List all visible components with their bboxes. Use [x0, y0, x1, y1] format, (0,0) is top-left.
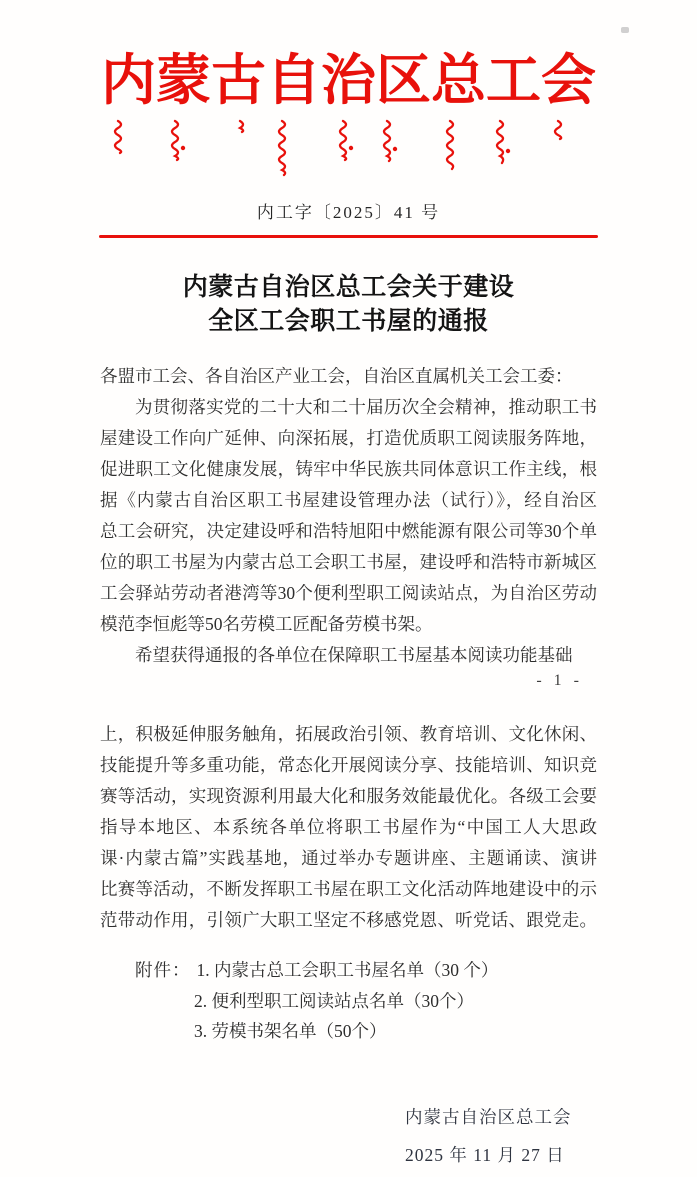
body-line: 总工会研究，决定建设呼和浩特旭阳中燃能源有限公司等30个单 [100, 521, 597, 541]
body-text-page1 [100, 361, 597, 671]
body-line: 比赛等活动，不断发挥职工书屋在职工文化活动阵地建设中的示 [100, 879, 597, 899]
attachment-item: 1. 内蒙古总工会职工书屋名单（30 个） [196, 960, 499, 980]
letterhead-org-name: 内蒙古自治区总工会 [100, 50, 596, 111]
body-line: 指导本地区、本系统各单位将职工书屋作为“中国工人大思政 [100, 817, 597, 837]
document-number: 内工字〔2025〕41 号 [256, 203, 441, 222]
document-title [0, 271, 697, 339]
signature-org: 内蒙古自治区总工会 [405, 1107, 572, 1127]
attachment-row [135, 1016, 595, 1047]
body-line: 为贯彻落实党的二十大和二十届历次全会精神，推动职工书 [135, 397, 597, 417]
attachment-row [135, 955, 595, 986]
document-title-line1: 内蒙古自治区总工会关于建设 [182, 274, 515, 301]
body-line: 各盟市工会、各自治区产业工会，自治区直属机关工会工委： [100, 366, 573, 386]
attachments-label: 附件： [135, 960, 191, 980]
scan-artifact [621, 27, 629, 33]
page-number: - 1 - [536, 672, 583, 689]
body-text-page2 [100, 719, 597, 936]
body-line: 位的职工书屋为内蒙古总工会职工书屋，建设呼和浩特市新城区 [100, 552, 597, 572]
body-line: 模范李恒彪等50名劳模工匠配备劳模书架。 [100, 614, 433, 634]
body-line: 范带动作用，引领广大职工坚定不移感党恩、听党话、跟党走。 [100, 910, 597, 930]
letterhead-divider-line [99, 235, 598, 238]
signature-block [405, 1098, 572, 1174]
body-line: 据《内蒙古自治区职工书屋建设管理办法（试行）》，经自治区 [100, 490, 597, 510]
body-line: 希望获得通报的各单位在保障职工书屋基本阅读功能基础 [135, 645, 573, 665]
attachments-list [135, 955, 595, 1047]
attachment-item: 2. 便利型职工阅读站点名单（30个） [194, 990, 474, 1011]
signature-date: 2025 年 11 月 27 日 [405, 1145, 565, 1165]
body-line: 工会驿站劳动者港湾等30个便利型职工阅读站点，为自治区劳动 [100, 583, 597, 603]
document-title-line2: 全区工会职工书屋的通报 [208, 308, 489, 335]
attachment-row [135, 986, 595, 1017]
body-line: 促进职工文化健康发展，铸牢中华民族共同体意识工作主线，根 [100, 459, 597, 479]
body-line: 赛等活动，实现资源利用最大化和服务效能最优化。各级工会要 [100, 786, 597, 806]
body-line: 屋建设工作向广延伸、向深拓展，打造优质职工阅读服务阵地， [100, 428, 597, 448]
body-line: 上，积极延伸服务触角，拓展政治引领、教育培训、文化休闲、 [100, 724, 597, 744]
attachment-item: 3. 劳模书架名单（50个） [194, 1021, 387, 1041]
body-line: 技能提升等多重功能，常态化开展阅读分享、技能培训、知识竞 [100, 755, 597, 775]
mongolian-script-title [100, 119, 597, 187]
body-line: 课·内蒙古篇”实践基地，通过举办专题讲座、主题诵读、演讲 [100, 848, 597, 868]
